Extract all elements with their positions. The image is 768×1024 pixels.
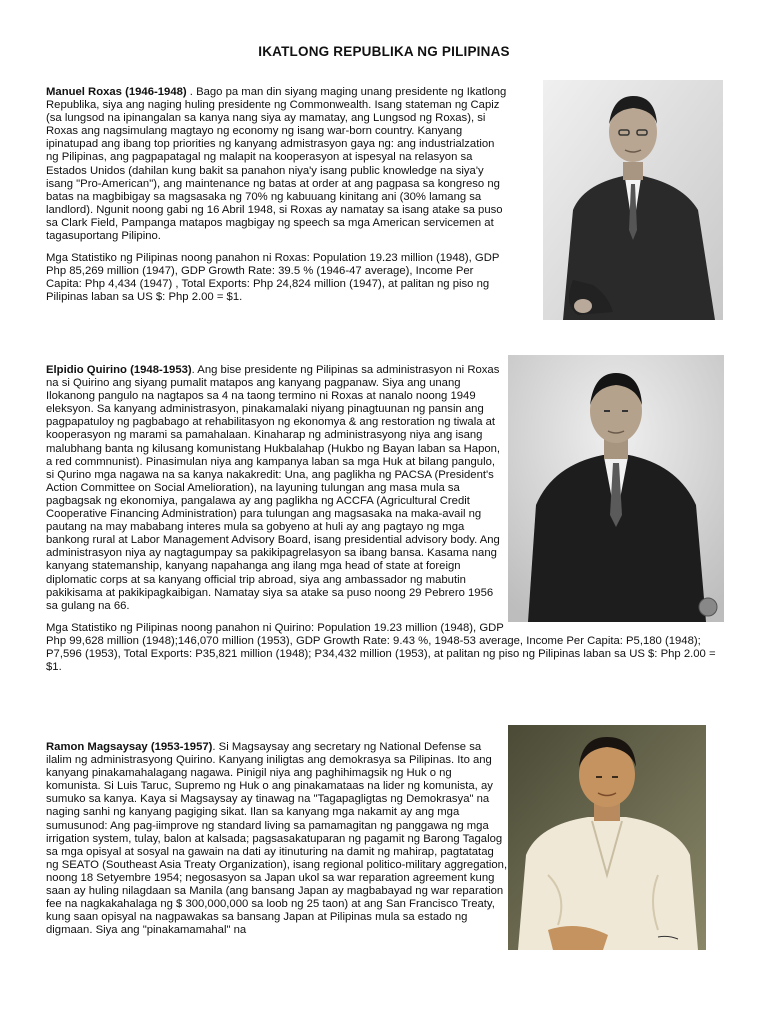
section-roxas-body: . Bago pa man din siyang maging unang presidente ng Ikatlong Republika, siya ang naging huling presidente ng Commonwealth. Isang stateman ng Capiz (sa lungsod na ipinangalan sa kanya nang siya ay mamatay, ang Lungsod ng Roxas), si Roxas ang nagsimulang magtayo ng economy ng isang war-born country. Kanyang ipinatupad ang ibang top priorities ng kanyang admistrasyon gaya ng: ang industrialzation ng Pilipinas, ang pagpapatagal ng malapit na kooperasyon at ispesyal na relasyon sa Estados Unidos (dahilan kung bakit sa panahon niya'y isang public knowledge na siya'y isang "Pro-American"), ang maintenance ng batas at order at ang pagpasa sa kongreso ng batas na magbibigay sa magsasaka ng 70% ng kabuuang kinitang ani (30% lamang sa landlord). Ngunit noong gabi ng 16 Abril 1948, si Roxas ay namatay sa isang atake sa puso sa Clark Field, Pampanga matapos magbigay ng speech sa mga American servicemen at tagasuportang Pilipino. xyxy=(46,86,507,243)
section-quirino-paragraph xyxy=(46,364,722,613)
section-magsaysay-paragraph xyxy=(46,741,722,937)
photo-spacer xyxy=(508,741,722,951)
section-quirino-stats: Mga Statistiko ng Pilipinas noong panahon ni Quirino: Population 19.23 million (1948), GDP Php 99,628 million (1948);146,070 million (1953), GDP Growth Rate: 9.43 %, 1948-53 average, Income Per Capita: P5,180 (1948); P7,596 (1953), Total Exports: P35,821 million (1948); P34,432 million (1953), at palitan ng piso ng Pilipinas laban sa US $: Php 2.00 = $1. xyxy=(46,621,716,674)
section-magsaysay xyxy=(46,741,722,951)
section-roxas-paragraph xyxy=(46,86,508,243)
photo-spacer xyxy=(504,364,722,628)
section-roxas-heading: Manuel Roxas (1946-1948) xyxy=(46,86,187,98)
section-quirino xyxy=(46,364,722,683)
section-roxas xyxy=(46,86,706,314)
section-roxas-stats: Mga Statistiko ng Pilipinas noong panahon ni Roxas: Population 19.23 million (1948), GDP Php 85,269 million (1947), GDP Growth Rate: 39.5 % (1946-47 average), Income Per Capita: Php 4,434 (1947) , Total Exports: Php 24,824 million (1947), at palitan ng piso ng Pilipinas laban sa US $: Php 2.00 = $1. xyxy=(46,252,500,304)
section-quirino-body: . Ang bise presidente ng Pilipinas sa administrasyon ni Roxas na si Quirino ang siyang pumalit matapos ang kanyang pagpanaw. Siya ang unang Ilokanong pangulo na nagtapos sa 4 na taong termino ni Roxas at nanalo noong 1949 eleksyon. Sa kanyang administrasyon, pinakamalaki niyang pinagtuunan ng pansin ang pagpapatuloy ng pagbabago at rehabilitasyon ng ekonomya & ang restoration ng tiwala at kooperasyon ng marami sa pamahalaan. Kinaharap ng administrasyong niya ang isang malubhang banta ng kilusang komunistang Hukbalahap (Hukbo ng Bayan laban sa Hapon, a red commnunist). Pinasimulan niya ang kampanya laban sa mga Huk at bilang pangulo, si Qurino mga nagawa na sa kanya nakakredit: Una, ang paglikha ng PACSA (President's Action Committee on Social Amelioration), na layuning tulungan ang masa mula sa pagbagsak ng ekonomiya, pangalawa ay ang paglikha ng ACCFA (Agricultural Credit Cooperative Financing Administration) para tulungan ang magsasaka na maka-avail ng pautang na may mababang interes mula sa gobyeno at huli ay ang pagtayo ng mga bankong rural at Labor Management Advisory Board, isang presidential advisory body. Ang administrasyon niya ay nagtagumpay sa pakikipagrelasyon sa ibang bansa. Kasama nang kanyang statemanship, kanyang napahanga ang ilang mga head of state at foreign diplomatic corps at sa kanyang official trip abroad, siya ang ambassador ng mabutin pakikisama at pakikipagkaibigan. Namatay siya sa atake sa puso noong 29 Pebrero 1956 sa gulang na 66. xyxy=(46,364,501,612)
section-magsaysay-heading: Ramon Magsaysay (1953-1957) xyxy=(46,741,213,753)
section-magsaysay-body: . Si Magsaysay ang secretary ng National Defense sa ilalim ng administrasyong Quirino. Kanyang iniligtas ang demokrasya sa Pilipinas. Ito ang kanyang pinakamahalagang nagawa. Pinigil niya ang paghihimagsik ng Huk o ng komunista. Si Luis Taruc, Supremo ng Huk o ang pinakamataas na lider ng komunista, ay sumuko sa kanya. Kaya si Magsaysay ay tinawag na "Tagapagligtas ng Demokrasya" na naging sanhi ng kanyang pagiging sikat. Ilan sa kanyang mga nakamit ay ang mga sumusunod: Ang pag-iimprove ng standard living sa pamamagitan ng panggawa ng mga irrigation system, tulay, balon at kalsada; pagsasakatuparan ng pagamit ng Barong Tagalog sa mga opisyal at sosyal na gawain na dati ay itinuturing na damit ng mahirap, pagtatatag ng SEATO (Southeast Asia Treaty Organization), isang regional politico-military aggregation, noong 18 Setyembre 1954; negosasyon sa Japan ukol sa war reparation agreement kung saan ay huling nilagdaan sa Manila (ang bansang Japan ay magbabayad ng war reparation fee na nagkakahalaga ng $ 300,000,000 sa loob ng 25 taon) at ang San Francisco Treaty, kung saan opisyal na nagpawakas sa bansang Japan at Pilipinas mula sa estado ng digmaan. Siya ang "pinakamamahal" na xyxy=(46,741,508,937)
section-quirino-heading: Elpidio Quirino (1948-1953) xyxy=(46,364,192,376)
page-title: IKATLONG REPUBLIKA NG PILIPINAS xyxy=(258,44,510,59)
